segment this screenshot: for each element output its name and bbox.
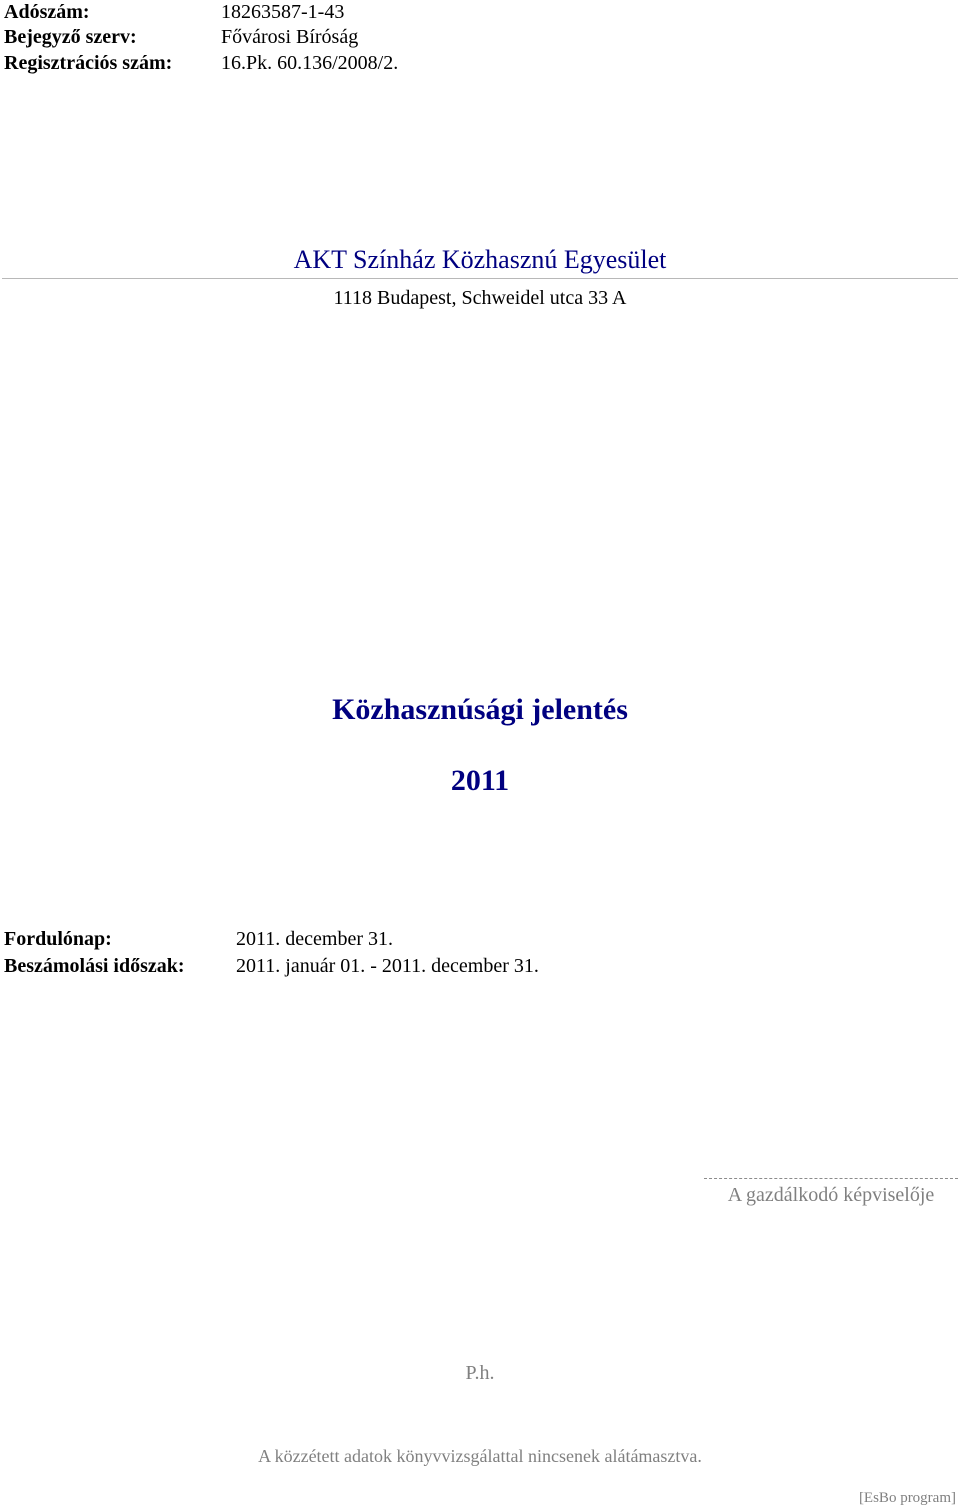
tax-number-value: 18263587-1-43 [221,1,345,23]
reporting-period-label: Beszámolási időszak: [4,955,185,977]
turning-day-value: 2011. december 31. [236,928,393,950]
report-year: 2011 [450,764,510,797]
signature-label: A gazdálkodó képviselője [727,1184,935,1206]
organization-address: 1118 Budapest, Schweidel utca 33 A [333,287,627,309]
disclaimer-text: A közzétett adatok könyvvizsgálattal nincsenek alátámasztva. [258,1446,702,1466]
registration-value: 16.Pk. 60.136/2008/2. [221,52,399,74]
tax-number-label: Adószám: [4,1,90,23]
turning-day-label: Fordulónap: [4,928,112,950]
registration-label: Regisztrációs szám: [4,52,173,74]
signature-line [704,1178,958,1179]
report-title: Közhasznúsági jelentés [332,693,628,726]
reporting-period-value: 2011. január 01. - 2011. december 31. [236,955,539,977]
stamp-label: P.h. [465,1362,495,1384]
organization-name: AKT Színház Közhasznú Egyesület [293,245,667,274]
organization-divider [2,278,958,279]
registry-label: Bejegyző szerv: [4,26,137,48]
registry-value: Fővárosi Bíróság [221,26,359,48]
program-credit: [EsBo program] [858,1490,956,1506]
